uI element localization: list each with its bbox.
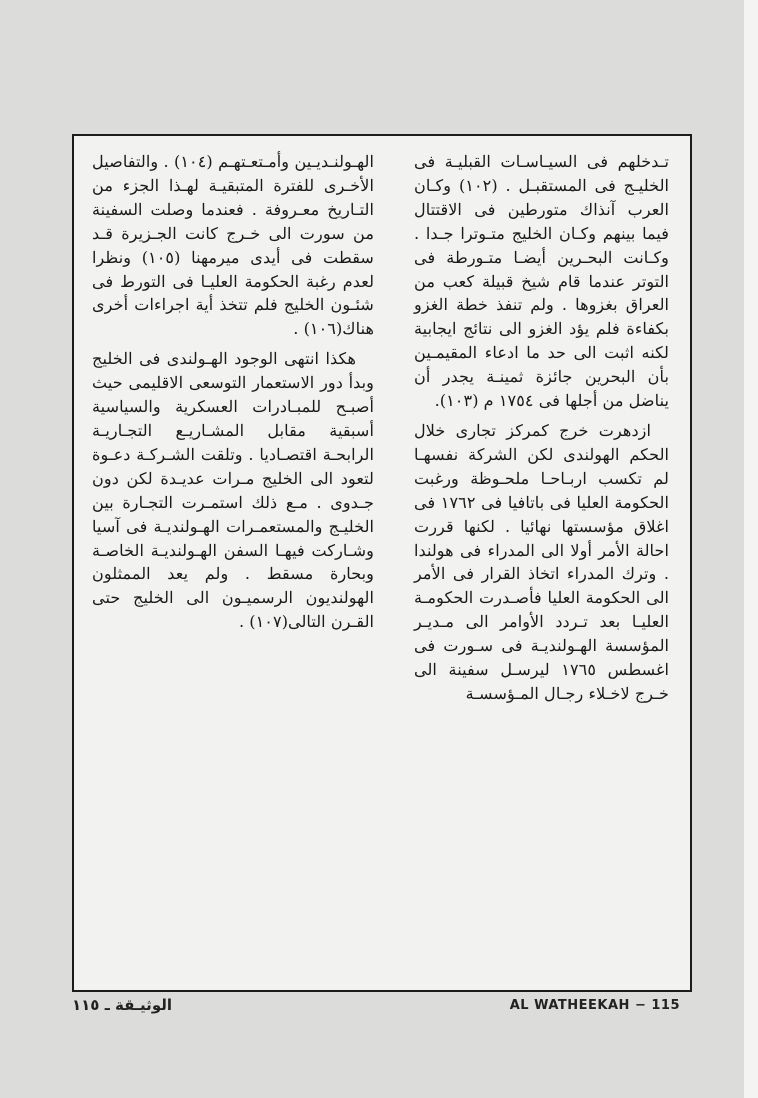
column-left [84, 150, 374, 712]
page-footer [72, 996, 692, 1020]
page-edge [744, 0, 758, 1098]
left-paragraph-1: الهـولنـديـين وأمـتعـتهـم (١٠٤) . والتفاصيل الأخـرى للفترة المتبقيـة لهـذا الجزء من التـاريخ معـروفة . فعندما وصلت السفينة من سورت الى خـرج كانت الجـزيرة قـد سقطت فى أيدى ميرمهنا (١٠٥) ونظرا لعدم رغبة الحكومة العليـا فى التورط فى شئـون الخليج فلم تتخذ أية اجراءات أخرى هناك(١٠٦) . [92, 152, 374, 339]
right-paragraph-1: تـدخلهم فى السيـاسـات القبليـة فى الخليـج فى المستقبـل . (١٠٢) وكـان العرب آنذاك متورطين فى الاقتتال فيما بينهم وكـان الخليج متـوترا جـدا . وكـانت البحـرين أيضـا متـورطة فى التوتر عندما قام شيخ قبيلة كعب من العراق بغزوها . ولم تنفذ خطة الغزو بكفاءة فلم يؤد الغزو الى نتائج ايجابية لكنه اثبت الى حد ما ادعاء المقيمـين بأن البحرين جائزة ثمينـة يجدر أن يناضل من أجلها فى ١٧٥٤ م (١٠٣). [414, 152, 669, 411]
right-paragraph-2: ازدهرت خرج كمركز تجارى خلال الحكم الهولندى لكن الشركة نفسهـا لم تكسب اربـاحـا ملحـوظة ورغبت الحكومة العليا فى باتافيا فى ١٧٦٢ فى اغلاق مؤسستها نهائيا . لكنها قررت احالة الأمر أولا الى المدراء فى هولندا . وترك المدراء اتخاذ القرار فى الأمر الى الحكومة العليا فأصـدرت الحكومـة العليـا بعد تـردد الأوامر الى مـديـر المؤسسة الهـولنديـة فى سـورت فى اغسطس ١٧٦٥ ليرسـل سفينة الى خـرج لاخـلاء رجـال المـؤسسـة [414, 420, 669, 703]
text-columns [84, 150, 680, 712]
footer-latin-page-number: AL WATHEEKAH − 115 [509, 998, 680, 1013]
column-right [414, 150, 669, 712]
footer-arabic-page-number: الوثيـقة ـ ١١٥ [72, 996, 172, 1014]
left-paragraph-2: هكذا انتهى الوجود الهـولندى فى الخليج وبدأ دور الاستعمار التوسعى الاقليمى حيث أصبـح للمبـادرات العسكرية والسياسية أسبقية مقابل المشـاريـع التجـاريـة الرابحـة اقتصـاديا . وتلقت الشـركـة دعـوة لتعود الى الخليج مـرات عديـدة لكن دون جـدوى . مـع ذلك استمـرت التجـارة بين الخليـج والمستعمـرات الهـولنديـة فى آسيا وشـاركت فيهـا السفن الهـولنديـة الخاصـة وبحارة مسقط . ولم يعد الممثلون الهولنديون الرسميـون الى الخليج حتى القـرن التالى(١٠٧) . [92, 349, 374, 632]
text-frame [72, 134, 692, 992]
